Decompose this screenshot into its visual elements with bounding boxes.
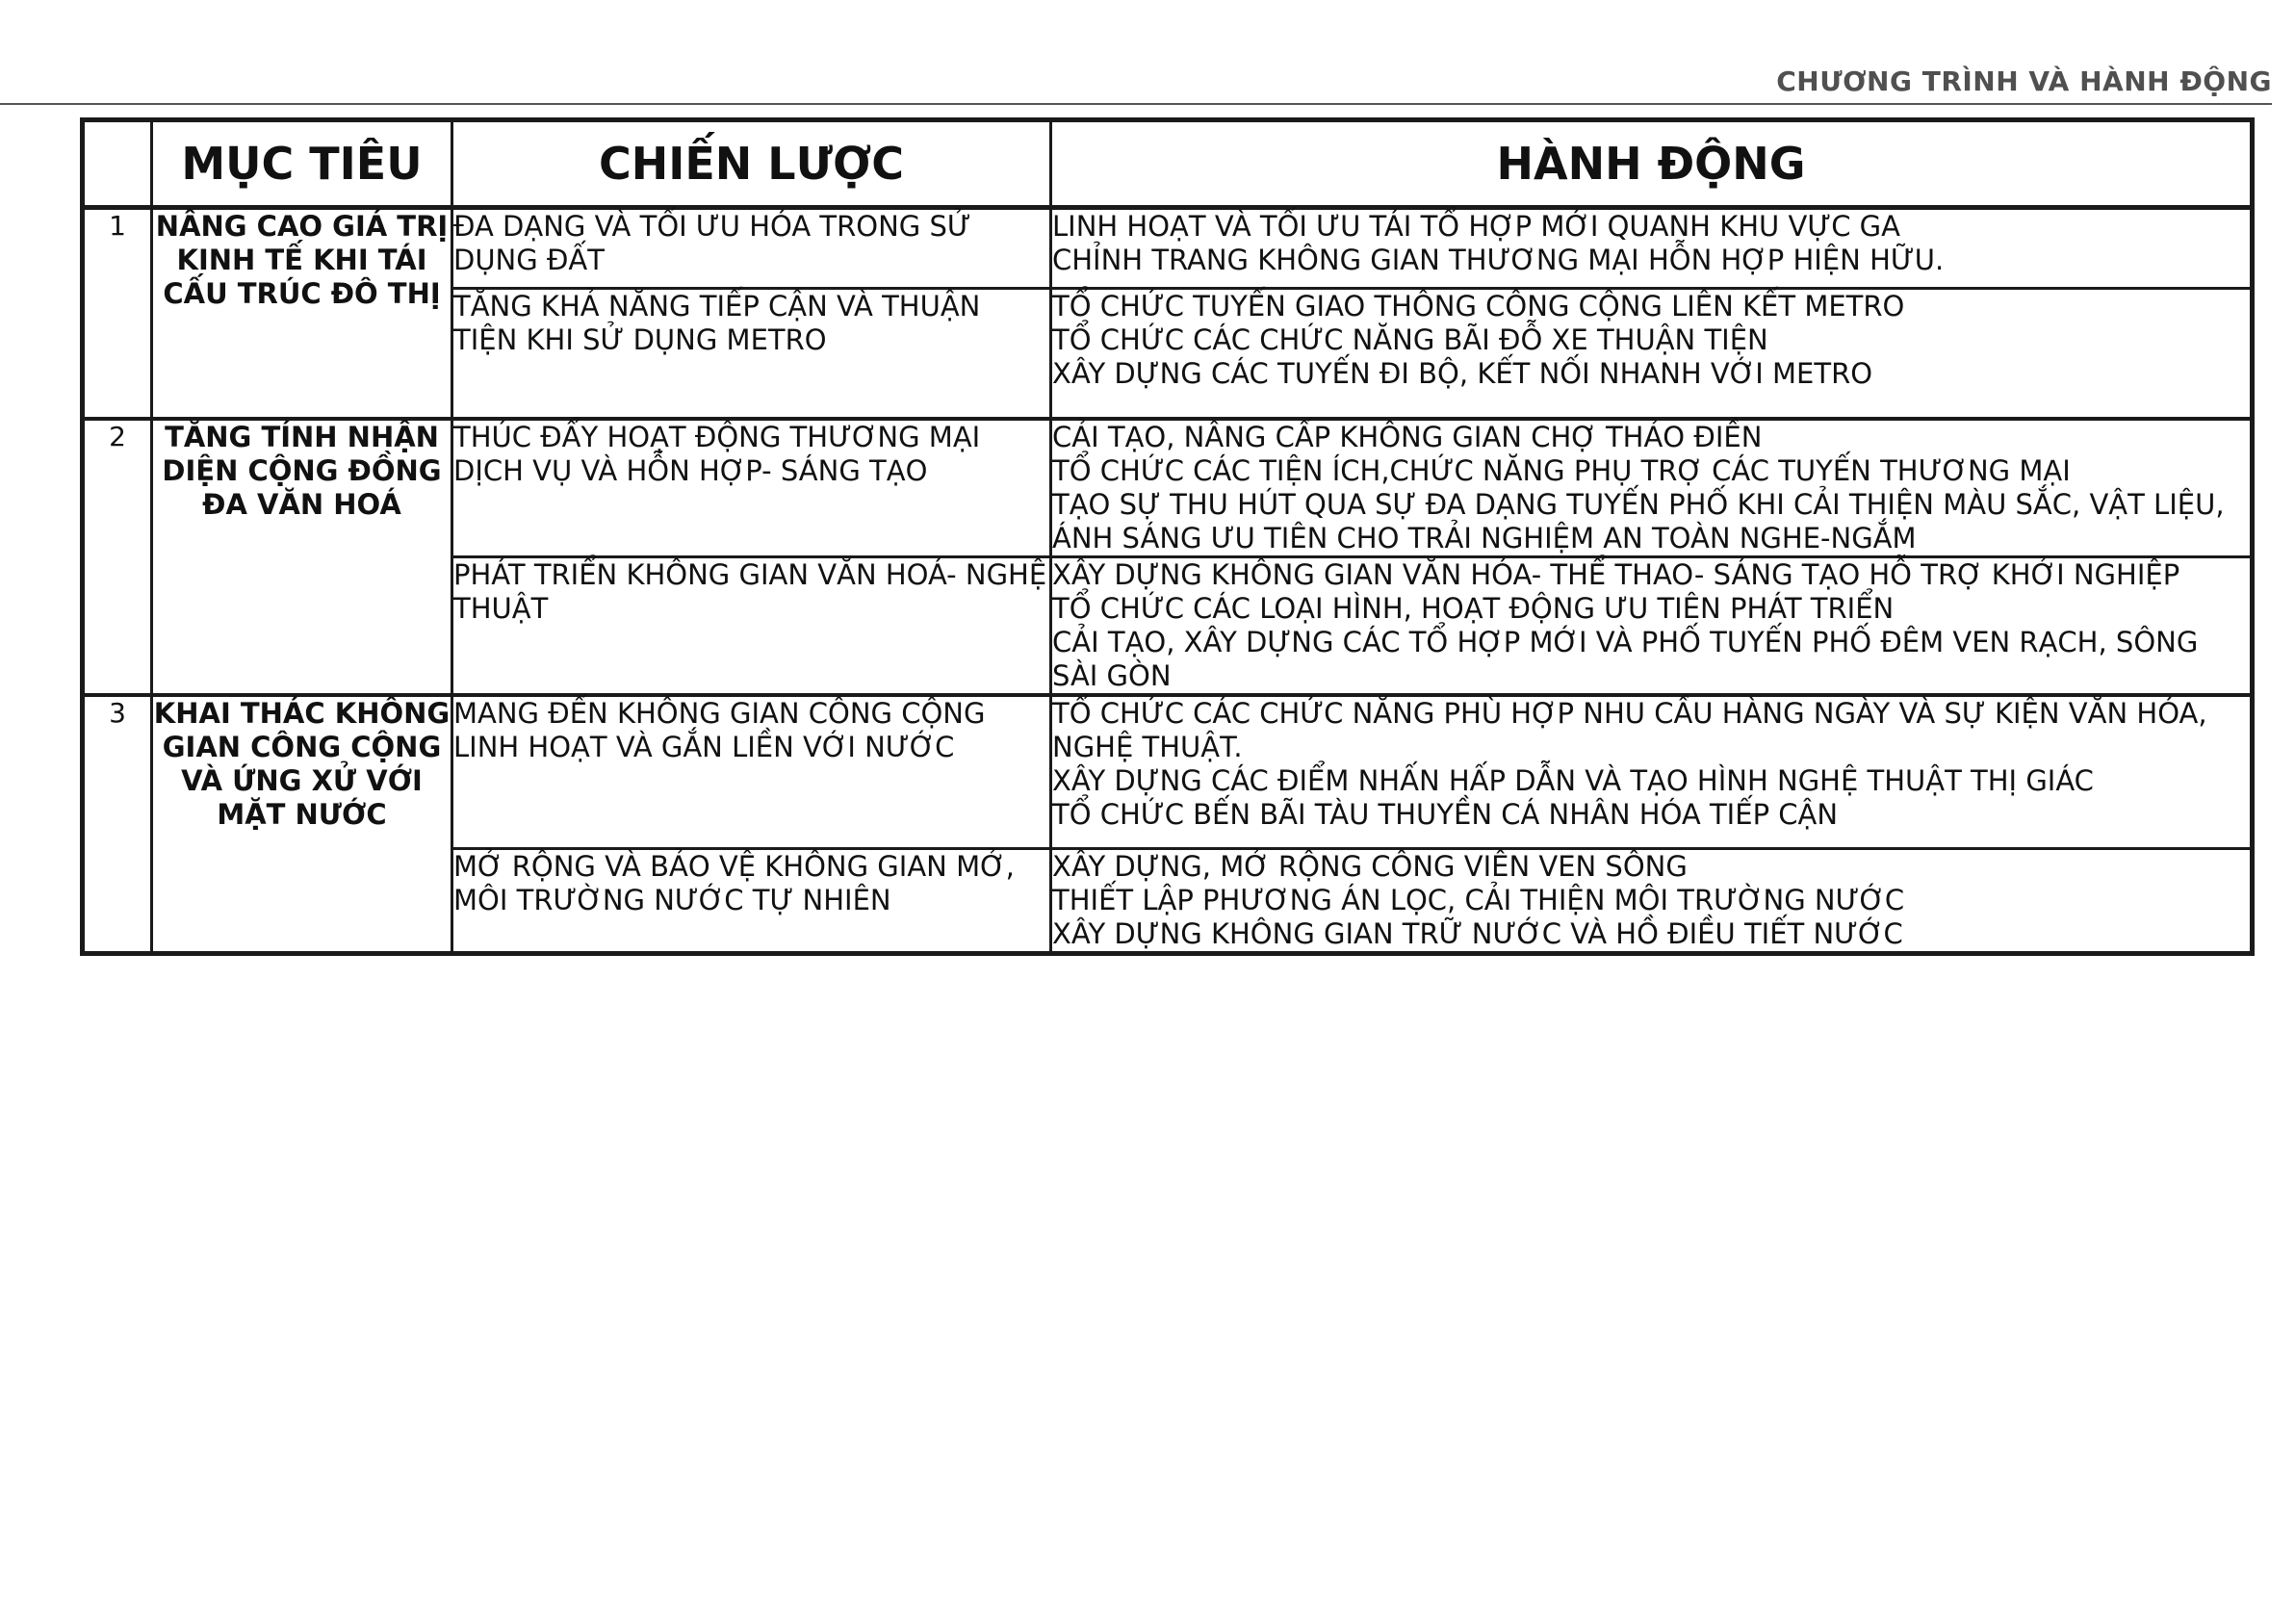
table-row (83, 695, 2253, 849)
strategy-cell: MỞ RỘNG VÀ BẢO VỆ KHÔNG GIAN MỞ, MÔI TRƯỜNG NƯỚC TỰ NHIÊN (452, 849, 1051, 954)
action-cell (1051, 849, 2253, 954)
action-item: CẢI TẠO, XÂY DỰNG CÁC TỔ HỢP MỚI VÀ PHỐ TUYẾN PHỐ ĐÊM VEN RẠCH, SÔNG SÀI GÒN (1052, 626, 2199, 692)
header-strategy: CHIẾN LƯỢC (452, 120, 1051, 208)
action-cell (1051, 419, 2253, 557)
action-item: TỔ CHỨC CÁC LOẠI HÌNH, HOẠT ĐỘNG ƯU TIÊN PHÁT TRIỂN (1052, 592, 1895, 625)
row-number: 1 (83, 208, 152, 420)
goal-cell: KHAI THÁC KHÔNG GIAN CÔNG CỘNG VÀ ỨNG XỬ VỚI MẶT NƯỚC (152, 695, 452, 954)
action-item: XÂY DỰNG, MỞ RỘNG CÔNG VIÊN VEN SÔNG (1052, 850, 1688, 883)
action-item: TỔ CHỨC TUYẾN GIAO THÔNG CÔNG CỘNG LIÊN KẾT METRO (1052, 290, 1905, 322)
action-item: TỔ CHỨC CÁC TIỆN ÍCH,CHỨC NĂNG PHỤ TRỢ CÁC TUYẾN THƯƠNG MẠI (1052, 454, 2071, 487)
action-item: TỔ CHỨC CÁC CHỨC NĂNG PHÙ HỢP NHU CẦU HÀNG NGÀY VÀ SỰ KIỆN VĂN HÓA, NGHỆ THUẬT. (1052, 697, 2207, 763)
action-item: TẠO SỰ THU HÚT QUA SỰ ĐA DẠNG TUYẾN PHỐ KHI CẢI THIỆN MÀU SẮC, VẬT LIỆU, ÁNH SÁNG ƯU TIÊN CHO TRẢI NGHIỆM AN TOÀN NGHE-NGẮM (1052, 488, 2225, 554)
goal-cell: TĂNG TÍNH NHẬN DIỆN CỘNG ĐỒNG ĐA VĂN HOÁ (152, 419, 452, 695)
table-header-row (83, 120, 2253, 208)
action-cell (1051, 208, 2253, 289)
action-item: CHỈNH TRANG KHÔNG GIAN THƯƠNG MẠI HỖN HỢP HIỆN HỮU. (1052, 244, 1945, 276)
table-row (83, 208, 2253, 289)
goal-cell: NÂNG CAO GIÁ TRỊ KINH TẾ KHI TÁI CẤU TRÚC ĐÔ THỊ (152, 208, 452, 420)
strategy-cell: PHÁT TRIỂN KHÔNG GIAN VĂN HOÁ- NGHỆ THUẬT (452, 557, 1051, 696)
program-action-table (80, 117, 2255, 956)
header-number (83, 120, 152, 208)
action-item: XÂY DỰNG KHÔNG GIAN TRỮ NƯỚC VÀ HỒ ĐIỀU TIẾT NƯỚC (1052, 917, 1903, 950)
header-goal: MỤC TIÊU (152, 120, 452, 208)
section-title: CHƯƠNG TRÌNH VÀ HÀNH ĐỘNG (1776, 65, 2272, 97)
action-cell (1051, 557, 2253, 696)
strategy-cell: THÚC ĐẨY HOẠT ĐỘNG THƯƠNG MẠI DỊCH VỤ VÀ HỖN HỢP- SÁNG TẠO (452, 419, 1051, 557)
row-number: 3 (83, 695, 152, 954)
action-item: LINH HOẠT VÀ TỐI ƯU TÁI TỔ HỢP MỚI QUANH KHU VỰC GA (1052, 210, 1900, 243)
action-item: TỔ CHỨC BẾN BÃI TÀU THUYỀN CÁ NHÂN HÓA TIẾP CẬN (1052, 798, 1839, 831)
action-item: XÂY DỰNG CÁC ĐIỂM NHẤN HẤP DẪN VÀ TẠO HÌNH NGHỆ THUẬT THỊ GIÁC (1052, 764, 2094, 797)
strategy-cell: ĐA DẠNG VÀ TỐI ƯU HÓA TRONG SỬ DỤNG ĐẤT (452, 208, 1051, 289)
action-item: XÂY DỰNG CÁC TUYẾN ĐI BỘ, KẾT NỐI NHANH VỚI METRO (1052, 357, 1873, 390)
row-number: 2 (83, 419, 152, 695)
action-item: XÂY DỰNG KHÔNG GIAN VĂN HÓA- THỂ THAO- SÁNG TẠO HỖ TRỢ KHỞI NGHIỆP (1052, 558, 2180, 591)
action-cell (1051, 289, 2253, 420)
header-action: HÀNH ĐỘNG (1051, 120, 2253, 208)
strategy-cell: TĂNG KHẢ NĂNG TIẾP CẬN VÀ THUẬN TIỆN KHI SỬ DỤNG METRO (452, 289, 1051, 420)
action-item: CẢI TẠO, NÂNG CẤP KHÔNG GIAN CHỢ THẢO ĐIỀN (1052, 421, 1763, 453)
action-cell (1051, 695, 2253, 849)
header-divider (0, 103, 2272, 105)
action-item: THIẾT LẬP PHƯƠNG ÁN LỌC, CẢI THIỆN MÔI TRƯỜNG NƯỚC (1052, 884, 1905, 916)
action-item: TỔ CHỨC CÁC CHỨC NĂNG BÃI ĐỖ XE THUẬN TIỆN (1052, 323, 1768, 356)
strategy-cell: MANG ĐẾN KHÔNG GIAN CÔNG CỘNG LINH HOẠT VÀ GẮN LIỀN VỚI NƯỚC (452, 695, 1051, 849)
table-row (83, 419, 2253, 557)
